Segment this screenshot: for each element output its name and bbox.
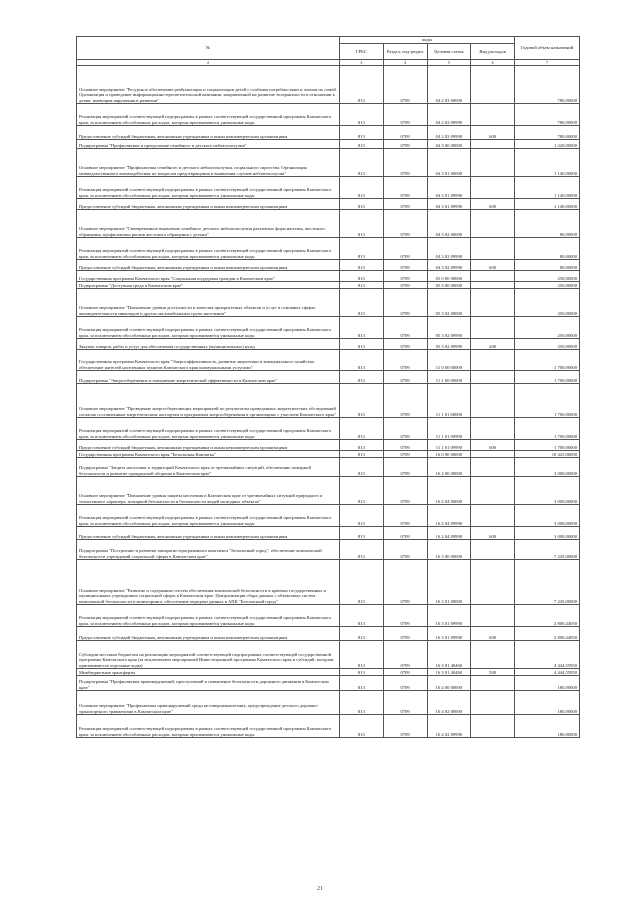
- row-target-article: 04 3 00 00000: [427, 140, 471, 149]
- row-name: Подпрограмма "Энергосбережение и повышение энергетической эффективности в Камчатском крае": [77, 371, 340, 384]
- row-razdel: 0709: [383, 371, 427, 384]
- row-name: Реализация мероприятий соответствующей подпрограммы в рамках соответствующей государственной программы Камчатского края, за исключением обособленных расходов, которым присваиваются уникальные коды: [77, 238, 340, 260]
- row-grbs: 813: [340, 104, 384, 126]
- row-expense-type: [471, 238, 515, 260]
- table-row: [77, 715, 580, 738]
- row-expense-type: [471, 149, 515, 177]
- row-razdel: 0709: [383, 104, 427, 126]
- row-name: Предоставление субсидий бюджетным, автономным учреждениям и иным некоммерческим организациям: [77, 199, 340, 210]
- row-razdel: 0709: [383, 271, 427, 282]
- row-razdel: 0709: [383, 260, 427, 271]
- table-row: [77, 384, 580, 418]
- table-row: [77, 199, 580, 210]
- row-sum: 80,00000: [515, 238, 580, 260]
- row-razdel: 0709: [383, 691, 427, 715]
- row-name: Предоставление субсидий бюджетным, автономным учреждениям и иным некоммерческим организациям: [77, 527, 340, 540]
- row-target-article: 05 0 00 00000: [427, 271, 471, 282]
- row-sum: 1 700,00000: [515, 384, 580, 418]
- row-grbs: 813: [340, 210, 384, 238]
- row-razdel: 0709: [383, 66, 427, 104]
- row-target-article: 04 3 01 09990: [427, 199, 471, 210]
- row-sum: 250,00000: [515, 271, 580, 282]
- row-expense-type: 600: [471, 440, 515, 451]
- row-sum: 2 800,44050: [515, 627, 580, 641]
- row-name: Предоставление субсидий бюджетным, автономным учреждениям и иным некоммерческим организациям: [77, 440, 340, 451]
- row-expense-type: 600: [471, 199, 515, 210]
- row-razdel: 0709: [383, 540, 427, 560]
- row-grbs: 813: [340, 282, 384, 289]
- row-expense-type: 600: [471, 627, 515, 641]
- row-target-article: 16 4 02 00000: [427, 691, 471, 715]
- header-target-article: Целевая статья: [427, 44, 471, 60]
- row-grbs: 813: [340, 260, 384, 271]
- row-razdel: 0709: [383, 418, 427, 440]
- row-razdel: 0709: [383, 126, 427, 140]
- row-razdel: 0709: [383, 210, 427, 238]
- row-name: Реализация мероприятий соответствующей подпрограммы в рамках соответствующей государственной программы Камчатского края, за исключением обособленных расходов, которым присваиваются уникальные коды: [77, 715, 340, 738]
- row-sum: 10 425,00000: [515, 451, 580, 458]
- row-sum: 1 220,00000: [515, 140, 580, 149]
- row-sum: 1 700,00000: [515, 350, 580, 371]
- row-target-article: 16 2 04 09990: [427, 505, 471, 527]
- column-number: 2: [77, 60, 340, 66]
- row-razdel: 0709: [383, 560, 427, 605]
- row-expense-type: [471, 350, 515, 371]
- table-row: [77, 289, 580, 317]
- row-target-article: 04 3 02 09990: [427, 260, 471, 271]
- row-name: Государственная программа Камчатского края "Социальная поддержка граждан в Камчатском крае": [77, 271, 340, 282]
- row-name: Закупка товаров, работ и услуг для обеспечения государственных (муниципальных) нужд: [77, 339, 340, 350]
- row-name: Основное мероприятие "Профилактика правонарушений среди несовершеннолетних, предупреждение детского дорожно-транспортного травматизма в Камчатском крае": [77, 691, 340, 715]
- header-expense-type: Вид расходов: [471, 44, 515, 60]
- row-target-article: 04 3 02 00000: [427, 210, 471, 238]
- row-razdel: 0709: [383, 317, 427, 339]
- table-row: [77, 527, 580, 540]
- row-expense-type: [471, 505, 515, 527]
- row-sum: 780,00000: [515, 66, 580, 104]
- row-razdel: 0709: [383, 451, 427, 458]
- row-grbs: 813: [340, 317, 384, 339]
- row-grbs: 813: [340, 627, 384, 641]
- row-razdel: 0709: [383, 505, 427, 527]
- budget-sheet: [76, 36, 580, 738]
- row-grbs: 813: [340, 238, 384, 260]
- row-target-article: 16 3 01 09990: [427, 627, 471, 641]
- row-grbs: 813: [340, 715, 384, 738]
- row-sum: 80,00000: [515, 210, 580, 238]
- header-number: №: [77, 37, 340, 60]
- row-razdel: 0709: [383, 669, 427, 676]
- row-target-article: 16 3 00 00000: [427, 540, 471, 560]
- row-target-article: 05 3 02 09990: [427, 339, 471, 350]
- row-razdel: 0709: [383, 289, 427, 317]
- row-razdel: 0709: [383, 177, 427, 199]
- row-expense-type: [471, 691, 515, 715]
- column-number: 6: [471, 60, 515, 66]
- row-sum: 250,00000: [515, 317, 580, 339]
- row-expense-type: [471, 371, 515, 384]
- header-row-top: [77, 37, 580, 44]
- table-row: [77, 627, 580, 641]
- row-name: Основное мероприятие "Развитие и содержание систем обеспечения комплексной безопасности в краевых государственных и муниципальных учреждениях социальной сферы в Камчатском крае. Централизация сбора данных с объектовых систем комплексной безопасности и мониторинга, обеспечение передачи данных в АПК "Безопасный город": [77, 560, 340, 605]
- table-row: [77, 418, 580, 440]
- row-expense-type: 600: [471, 260, 515, 271]
- table-row: [77, 210, 580, 238]
- row-sum: 250,00000: [515, 339, 580, 350]
- row-target-article: 16 3 01 09990: [427, 605, 471, 627]
- row-sum: 250,00000: [515, 289, 580, 317]
- row-sum: 180,00000: [515, 691, 580, 715]
- row-grbs: 813: [340, 289, 384, 317]
- row-target-article: 11 1 01 09990: [427, 418, 471, 440]
- row-sum: 180,00000: [515, 676, 580, 691]
- row-name: Предоставление субсидий бюджетным, автономным учреждениям и иным некоммерческим организациям: [77, 260, 340, 271]
- table-row: [77, 605, 580, 627]
- row-razdel: 0709: [383, 440, 427, 451]
- row-grbs: 813: [340, 339, 384, 350]
- row-name: Подпрограмма "Доступная среда в Камчатском крае": [77, 282, 340, 289]
- row-sum: 3 000,00000: [515, 458, 580, 477]
- table-row: [77, 177, 580, 199]
- table-row: [77, 317, 580, 339]
- row-expense-type: 200: [471, 339, 515, 350]
- row-target-article: 16 2 04 00000: [427, 477, 471, 505]
- row-sum: 1 700,00000: [515, 440, 580, 451]
- table-row: [77, 66, 580, 104]
- row-grbs: 813: [340, 605, 384, 627]
- row-target-article: 16 4 02 09990: [427, 715, 471, 738]
- row-name: Реализация мероприятий соответствующей подпрограммы в рамках соответствующей государственной программы Камчатского края, за исключением обособленных расходов, которым присваиваются уникальные коды: [77, 177, 340, 199]
- row-razdel: 0709: [383, 676, 427, 691]
- row-grbs: 813: [340, 440, 384, 451]
- table-row: [77, 641, 580, 669]
- row-sum: 2 800,44050: [515, 605, 580, 627]
- table-row: [77, 560, 580, 605]
- row-name: Предоставление субсидий бюджетным, автономным учреждениям и иным некоммерческим организациям: [77, 126, 340, 140]
- row-grbs: 813: [340, 477, 384, 505]
- row-expense-type: [471, 282, 515, 289]
- table-row: [77, 451, 580, 458]
- table-row: [77, 238, 580, 260]
- table-row: [77, 350, 580, 371]
- column-number: 5: [427, 60, 471, 66]
- row-name: Подпрограмма "Защита населения и территорий Камчатского края от чрезвычайных ситуаций, обеспечение пожарной безопасности и развитие гражданской обороны в Камчатском крае": [77, 458, 340, 477]
- row-grbs: 813: [340, 371, 384, 384]
- row-name: Государственная программа Камчатского края "Безопасная Камчатка": [77, 451, 340, 458]
- row-name: Основное мероприятие "Профилактика семейного и детского неблагополучия, социального сиротства. Организация межведомственного взаимодействия по вопросам предотвращения и выявления случаев неблагополучия": [77, 149, 340, 177]
- row-expense-type: [471, 458, 515, 477]
- row-grbs: 813: [340, 149, 384, 177]
- row-target-article: 11 1 01 00000: [427, 384, 471, 418]
- row-target-article: 16 3 01 00000: [427, 560, 471, 605]
- row-target-article: 04 2 03 09990: [427, 104, 471, 126]
- row-grbs: 813: [340, 691, 384, 715]
- table-row: [77, 104, 580, 126]
- row-sum: 3 000,00000: [515, 527, 580, 540]
- budget-table: [76, 36, 580, 738]
- row-razdel: 0709: [383, 458, 427, 477]
- table-row: [77, 282, 580, 289]
- row-sum: 80,00000: [515, 260, 580, 271]
- row-expense-type: [471, 384, 515, 418]
- row-razdel: 0709: [383, 715, 427, 738]
- row-expense-type: [471, 104, 515, 126]
- row-expense-type: [471, 641, 515, 669]
- row-name: Реализация мероприятий соответствующей подпрограммы в рамках соответствующей государственной программы Камчатского края, за исключением обособленных расходов, которым присваиваются уникальные коды: [77, 505, 340, 527]
- table-row: [77, 126, 580, 140]
- row-name: Основное мероприятие "Повышение уровня доступности и качества приоритетных объектов и услуг в основных сферах жизнедеятельности инвалидов и других маломобильных групп населения": [77, 289, 340, 317]
- row-grbs: 813: [340, 271, 384, 282]
- row-name: Субсидии местным бюджетам на реализацию мероприятий соответствующей подпрограммы соответствующей государственной программы Камчатского края (за исключением мероприятий Инвестиционной программы Камчатского края и субсидий, которым присваиваются отдельные коды): [77, 641, 340, 669]
- row-sum: 780,00000: [515, 126, 580, 140]
- row-expense-type: [471, 418, 515, 440]
- header-grbs: ГРБС: [340, 44, 384, 60]
- row-expense-type: [471, 140, 515, 149]
- row-name: Межбюджетные трансферты: [77, 669, 340, 676]
- row-razdel: 0709: [383, 384, 427, 418]
- row-expense-type: 600: [471, 527, 515, 540]
- row-name: Основное мероприятие "Своевременное выявление семейного детского неблагополучия различных форм насилия, жестокого обращения, профилактика рисков жестокого обращения с детьми": [77, 210, 340, 238]
- row-grbs: 813: [340, 418, 384, 440]
- row-target-article: 16 2 04 09990: [427, 527, 471, 540]
- row-razdel: 0709: [383, 627, 427, 641]
- row-target-article: 05 3 00 00000: [427, 282, 471, 289]
- row-sum: 1 140,00000: [515, 149, 580, 177]
- row-razdel: 0709: [383, 641, 427, 669]
- row-target-article: 11 1 01 09990: [427, 440, 471, 451]
- row-target-article: 16 0 00 00000: [427, 451, 471, 458]
- row-expense-type: [471, 540, 515, 560]
- row-grbs: 813: [340, 676, 384, 691]
- row-grbs: 813: [340, 140, 384, 149]
- row-sum: 180,00000: [515, 715, 580, 738]
- table-row: [77, 271, 580, 282]
- header-codes: коды: [340, 37, 515, 44]
- row-razdel: 0709: [383, 140, 427, 149]
- row-expense-type: [471, 560, 515, 605]
- table-row: [77, 669, 580, 676]
- row-sum: 4 444,55950: [515, 669, 580, 676]
- row-expense-type: [471, 210, 515, 238]
- row-name: Подпрограмма "Построение и развитие аппаратно-программного комплекса "Безопасный город", обеспечение комплексной безопасности учреждений социальной сферы в Камчатском крае": [77, 540, 340, 560]
- row-grbs: 813: [340, 540, 384, 560]
- row-razdel: 0709: [383, 605, 427, 627]
- row-grbs: 813: [340, 350, 384, 371]
- table-row: [77, 505, 580, 527]
- row-target-article: 11 0 00 00000: [427, 350, 471, 371]
- row-razdel: 0709: [383, 199, 427, 210]
- row-target-article: 04 3 01 09990: [427, 177, 471, 199]
- row-target-article: 04 3 02 09990: [427, 238, 471, 260]
- row-target-article: 16 2 00 00000: [427, 458, 471, 477]
- row-grbs: 813: [340, 641, 384, 669]
- row-expense-type: [471, 451, 515, 458]
- table-row: [77, 440, 580, 451]
- row-expense-type: [471, 66, 515, 104]
- row-razdel: 0709: [383, 238, 427, 260]
- budget-table-body: [77, 60, 580, 738]
- row-razdel: 0709: [383, 477, 427, 505]
- row-name: Основное мероприятие "Ресурсное обеспечение реабилитации и социализации детей с особыми потребностями и членов их семей. Организация и проведение информационно-просветительской кампании, направленной на развитие толерантности и отношении к детям, имеющим нарушения в развитии": [77, 66, 340, 104]
- row-grbs: 813: [340, 384, 384, 418]
- table-row: [77, 458, 580, 477]
- row-razdel: 0709: [383, 527, 427, 540]
- header-annual-sum: Годовой объем назначений: [515, 37, 580, 60]
- row-expense-type: 500: [471, 669, 515, 676]
- row-expense-type: [471, 477, 515, 505]
- table-row: [77, 140, 580, 149]
- table-row: [77, 339, 580, 350]
- row-grbs: 813: [340, 199, 384, 210]
- row-razdel: 0709: [383, 350, 427, 371]
- row-name: Предоставление субсидий бюджетным, автономным учреждениям и иным некоммерческим организациям: [77, 627, 340, 641]
- row-name: Реализация мероприятий соответствующей подпрограммы в рамках соответствующей государственной программы Камчатского края, за исключением обособленных расходов, которым присваиваются уникальные коды: [77, 317, 340, 339]
- row-name: Реализация мероприятий соответствующей подпрограммы в рамках соответствующей государственной программы Камчатского края, за исключением обособленных расходов, которым присваиваются уникальные коды: [77, 418, 340, 440]
- row-sum: 3 000,00000: [515, 477, 580, 505]
- row-sum: 1 140,00000: [515, 177, 580, 199]
- table-row: [77, 540, 580, 560]
- row-target-article: 05 3 02 09990: [427, 317, 471, 339]
- row-sum: 7 245,00000: [515, 560, 580, 605]
- row-name: Подпрограмма "Профилактика правонарушений, преступлений и повышение безопасности дорожного движения в Камчатском крае": [77, 676, 340, 691]
- row-sum: 7 245,00000: [515, 540, 580, 560]
- row-expense-type: 600: [471, 126, 515, 140]
- row-expense-type: [471, 289, 515, 317]
- row-name: Государственная программа Камчатского края "Энергоэффективность, развитие энергетики и коммунального хозяйства, обеспечение жителей населенных пунктов Камчатского края коммунальными услугами": [77, 350, 340, 371]
- row-name: Реализация мероприятий соответствующей подпрограммы в рамках соответствующей государственной программы Камчатского края, за исключением обособленных расходов, которым присваиваются уникальные коды: [77, 605, 340, 627]
- row-sum: 4 444,55950: [515, 641, 580, 669]
- row-razdel: 0709: [383, 339, 427, 350]
- row-grbs: 813: [340, 458, 384, 477]
- row-target-article: 16 4 00 00000: [427, 676, 471, 691]
- table-row: [77, 260, 580, 271]
- row-target-article: 04 3 01 00000: [427, 149, 471, 177]
- row-grbs: 813: [340, 505, 384, 527]
- row-target-article: 04 2 03 09990: [427, 126, 471, 140]
- row-grbs: 813: [340, 527, 384, 540]
- row-grbs: 813: [340, 126, 384, 140]
- row-expense-type: [471, 177, 515, 199]
- table-row: [77, 149, 580, 177]
- row-target-article: 05 3 02 00000: [427, 289, 471, 317]
- table-row: [77, 691, 580, 715]
- row-grbs: 813: [340, 669, 384, 676]
- row-name: Основное мероприятие "Проведение энергосберегающих мероприятий по результатам проведенных энергетических обследований согласно составленным энергетическим паспортам и программам энергосбережения в организациях с участием Камчатского края": [77, 384, 340, 418]
- row-target-article: 04 2 03 00000: [427, 66, 471, 104]
- table-row: [77, 477, 580, 505]
- row-expense-type: [471, 317, 515, 339]
- row-grbs: 813: [340, 560, 384, 605]
- row-expense-type: [471, 676, 515, 691]
- row-sum: 250,00000: [515, 282, 580, 289]
- row-name: Основное мероприятие "Повышение уровня защиты населения в Камчатском крае от чрезвычайных ситуаций природного и техногенного характера, пожарной безопасности и безопасности людей на водных объектах": [77, 477, 340, 505]
- row-expense-type: [471, 271, 515, 282]
- row-expense-type: [471, 715, 515, 738]
- row-target-article: 16 3 01 40460: [427, 641, 471, 669]
- row-sum: 780,00000: [515, 104, 580, 126]
- row-grbs: 813: [340, 177, 384, 199]
- row-target-article: 11 1 00 00000: [427, 371, 471, 384]
- page-number: 21: [317, 886, 323, 892]
- column-number: 4: [383, 60, 427, 66]
- row-sum: 1 700,00000: [515, 418, 580, 440]
- table-row: [77, 371, 580, 384]
- row-sum: 1 140,00000: [515, 199, 580, 210]
- row-grbs: 813: [340, 66, 384, 104]
- column-number: 3: [340, 60, 384, 66]
- row-razdel: 0709: [383, 149, 427, 177]
- column-number: 7: [515, 60, 580, 66]
- row-grbs: 813: [340, 451, 384, 458]
- row-razdel: 0709: [383, 282, 427, 289]
- row-expense-type: [471, 605, 515, 627]
- header-razdel: Раздел, под-раздел: [383, 44, 427, 60]
- row-name: Реализация мероприятий соответствующей подпрограммы в рамках соответствующей государственной программы Камчатского края, за исключением обособленных расходов, которым присваиваются уникальные коды: [77, 104, 340, 126]
- row-target-article: 16 3 01 40460: [427, 669, 471, 676]
- row-sum: 3 000,00000: [515, 505, 580, 527]
- table-row: [77, 676, 580, 691]
- row-sum: 1 700,00000: [515, 371, 580, 384]
- row-name: Подпрограмма "Профилактика и преодоление семейного и детского неблагополучия": [77, 140, 340, 149]
